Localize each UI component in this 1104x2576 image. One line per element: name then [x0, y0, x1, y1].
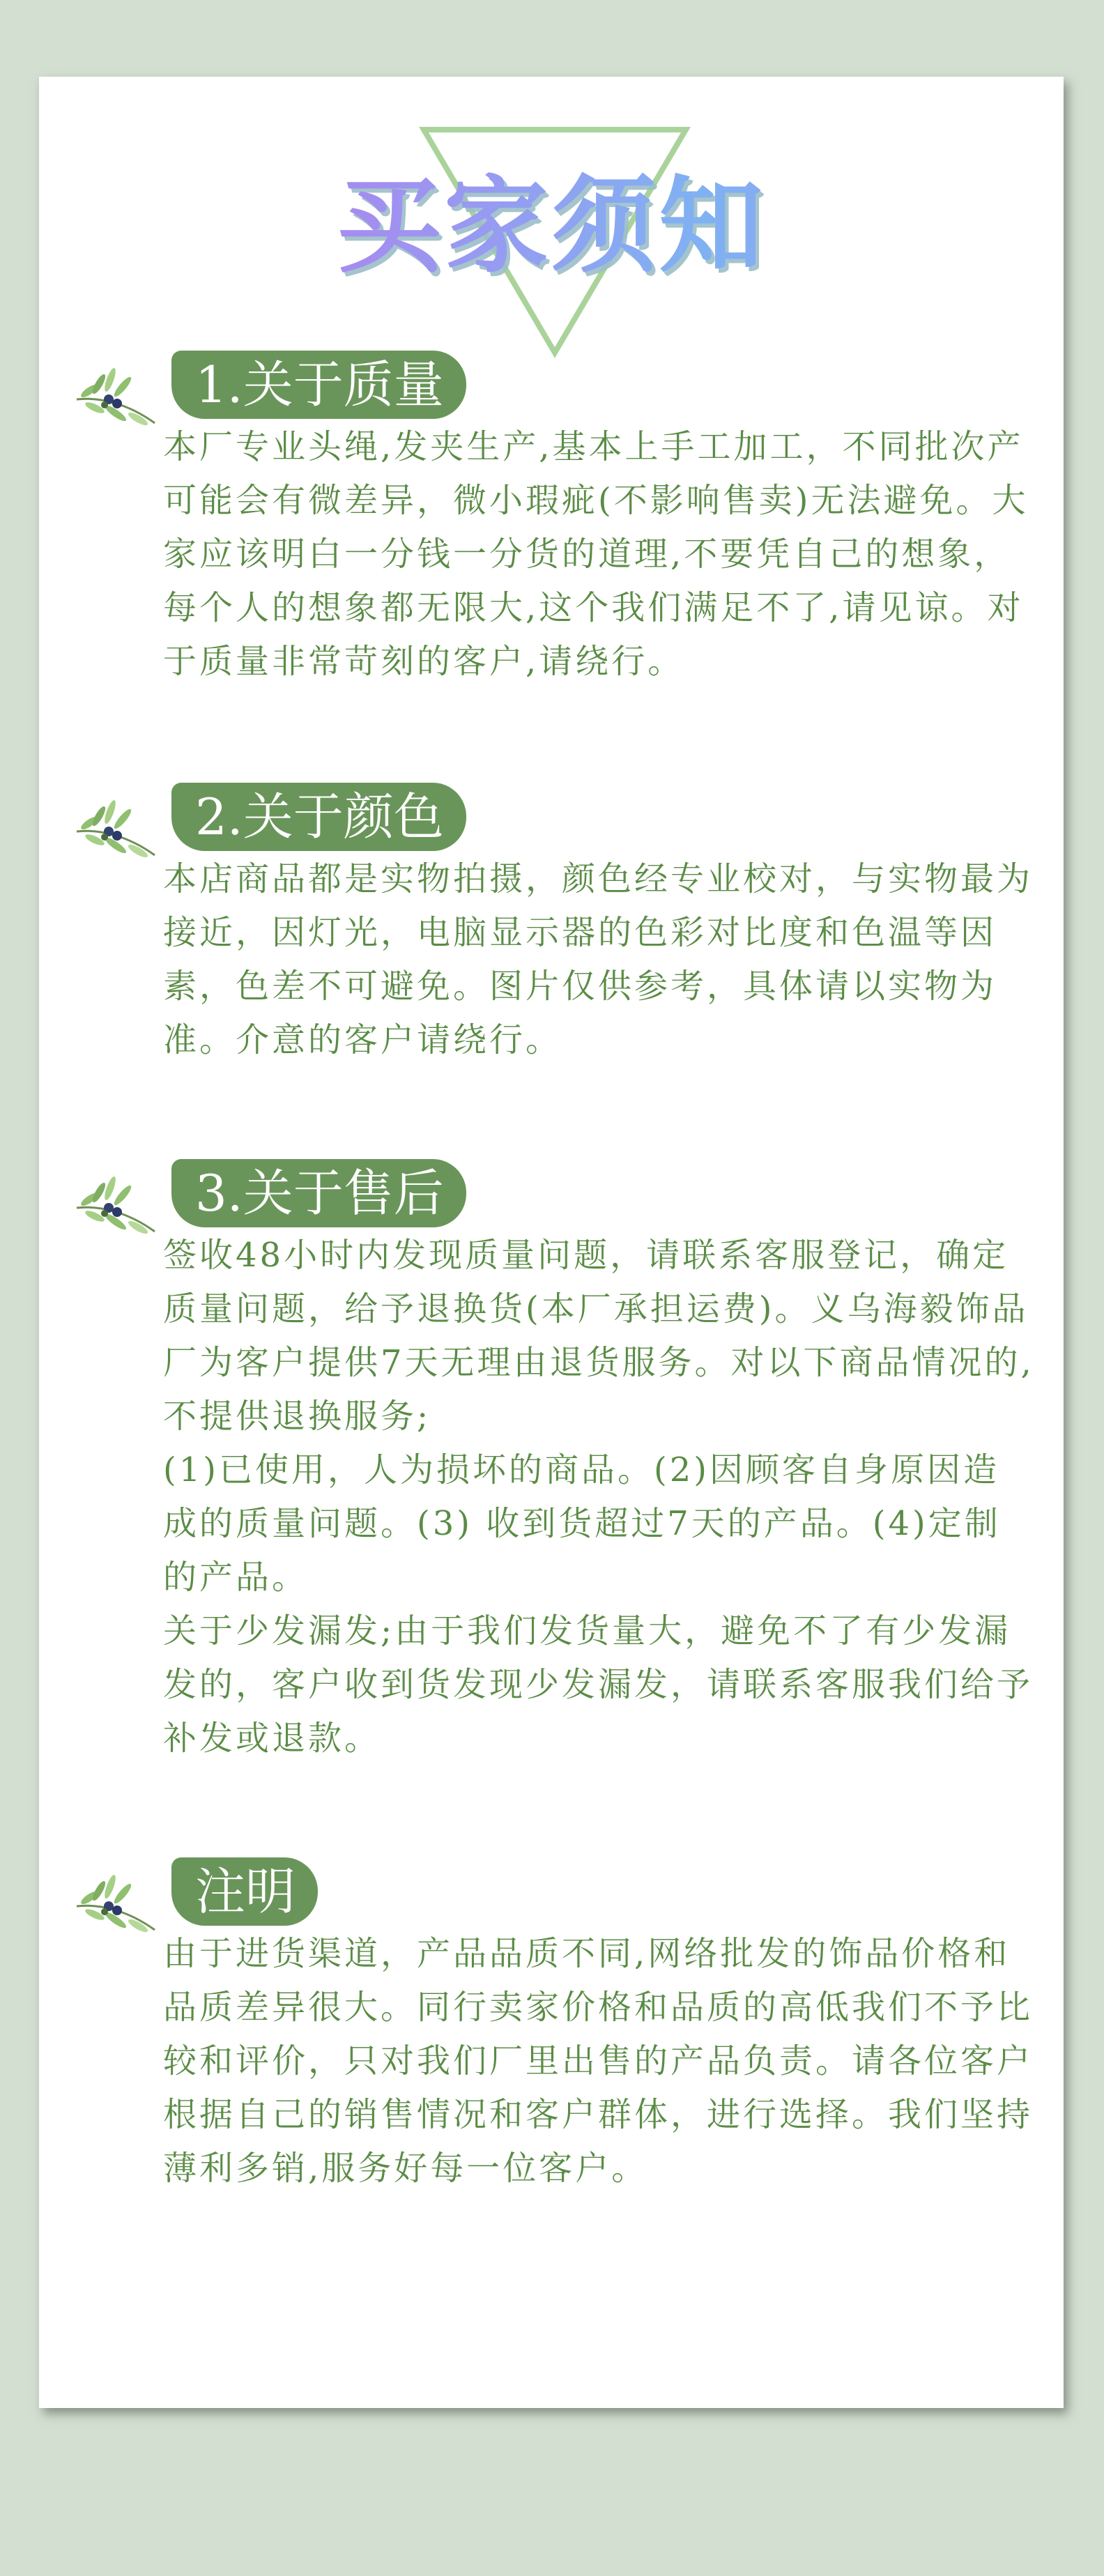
paragraph: 本店商品都是实物拍摄，颜色经专业校对，与实物最为接近，因灯光，电脑显示器的色彩对比度和色温等因素，色差不可避免。图片仅供参考，具体请以实物为准。介意的客户请绕行。	[163, 859, 1034, 1059]
notice-card	[39, 77, 1064, 2408]
paragraph: (1)已使用，人为损坏的商品。(2)因顾客自身原因造成的质量问题。(3) 收到货超过7天的产品。(4)定制的产品。	[163, 1450, 1001, 1597]
section-body	[163, 1927, 1034, 2195]
section-body	[163, 852, 1034, 1067]
section-title: 1.关于质量	[171, 351, 466, 419]
olive-branch-icon	[74, 788, 158, 861]
olive-branch-icon	[74, 1165, 158, 1237]
section-title: 3.关于售后	[171, 1159, 466, 1227]
section-title: 2.关于颜色	[171, 783, 466, 851]
section-body	[163, 420, 1034, 689]
paragraph: 由于进货渠道，产品品质不同,网络批发的饰品价格和品质差异很大。同行卖家价格和品质的高低我们不予比较和评价，只对我们厂里出售的产品负责。请各位客户根据自己的销售情况和客户群体，进行选择。我们坚持薄利多销,服务好每一位客户。	[163, 1934, 1034, 2188]
title-area	[39, 77, 1064, 369]
section-title: 注明	[171, 1857, 318, 1926]
paragraph: 签收48小时内发现质量问题，请联系客服登记，确定质量问题，给予退换货(本厂承担运费)。义乌海毅饰品厂为客户提供7天无理由退货服务。对以下商品情况的,不提供退换服务;	[163, 1236, 1034, 1436]
olive-branch-icon	[74, 356, 158, 429]
paragraph: 本厂专业头绳,发夹生产,基本上手工加工，不同批次产可能会有微差异，微小瑕疵(不影响售卖)无法避免。大家应该明白一分钱一分货的道理,不要凭自己的想象，每个人的想象都无限大,这个我们满足不了,请见谅。对于质量非常苛刻的客户,请绕行。	[163, 427, 1029, 681]
section-body	[163, 1229, 1034, 1765]
olive-branch-icon	[74, 1863, 158, 1935]
paragraph: 关于少发漏发;由于我们发货量大，避免不了有少发漏发的，客户收到货发现少发漏发，请联系客服我们给予补发或退款。	[163, 1611, 1034, 1758]
page-title: 买家须知	[39, 167, 1064, 286]
